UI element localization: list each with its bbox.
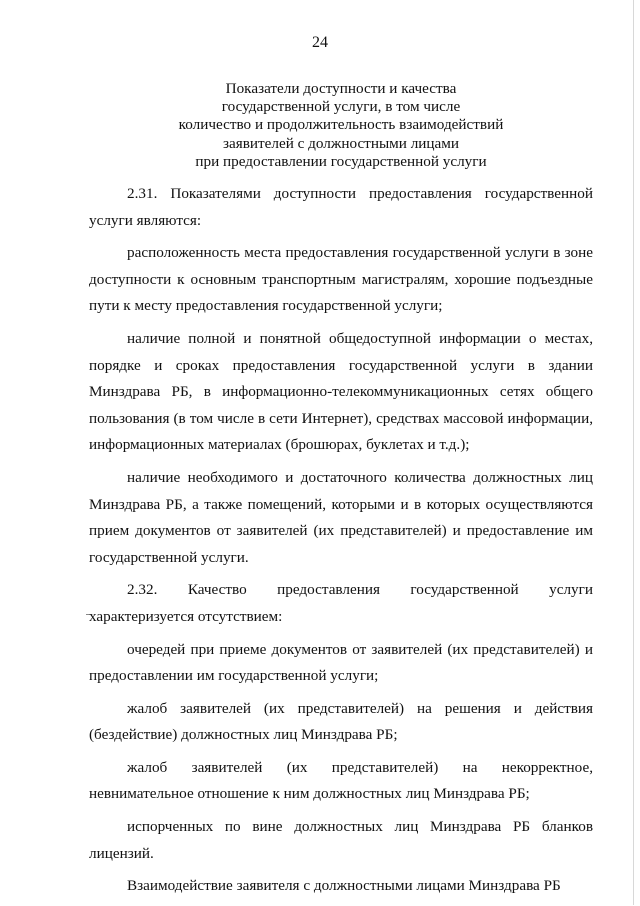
heading-line: количество и продолжительность взаимодействий bbox=[178, 116, 504, 134]
paragraph-complaints-attitude: жалоб заявителей (их представителей) на некорректное, невнимательное отношение к ним должностных лиц Минздрава РБ; bbox=[89, 758, 593, 803]
heading-line: заявителей с должностными лицами bbox=[222, 134, 460, 152]
paragraph-interaction: Взаимодействие заявителя с должностными лицами Минздрава РБ bbox=[127, 877, 561, 895]
section-heading bbox=[90, 80, 592, 171]
heading-line: государственной услуги, в том числе bbox=[221, 98, 461, 116]
heading-line: при предоставлении государственной услуги bbox=[195, 152, 487, 170]
paragraph-staff: наличие необходимого и достаточного количества должностных лиц Минздрава РБ, а также помещений, которыми и в которых осуществляются прием документов от заявителей (их представителей) и предоставление им государственной услуги. bbox=[89, 468, 593, 566]
heading-line: Показатели доступности и качества bbox=[225, 80, 457, 97]
paragraph-spoiled-forms: испорченных по вине должностных лиц Минздрава РБ бланков лицензий. bbox=[89, 818, 593, 862]
paragraph-queues: очередей при приеме документов от заявителей (их представителей) и предоставлении им государственной услуги; bbox=[89, 640, 593, 685]
paragraph-location: расположенность места предоставления государственной услуги в зоне доступности к основным транспортным магистралям, хорошие подъездные пути к месту предоставления государственной услуги; bbox=[89, 244, 593, 315]
paragraph-2-32: 2.32. Качество предоставления государственной услуги характеризуется отсутствием: bbox=[89, 581, 593, 625]
paragraph-2-31: 2.31. Показателями доступности предоставления государственной услуги являются: bbox=[89, 185, 593, 229]
scan-edge bbox=[633, 0, 634, 905]
paragraph-information: наличие полной и понятной общедоступной информации о местах, порядке и сроках предоставления государственной услуги в здании Минздрава РБ, в информационно-телекоммуникационных сетях общего пользования (в том числе в сети Интернет), средствах массовой информации, информационных материалах (брошюрах, буклетах и т.д.); bbox=[89, 329, 593, 454]
document-body bbox=[89, 181, 593, 906]
paragraph-complaints: жалоб заявителей (их представителей) на решения и действия (бездействие) должностных лиц Минздрава РБ; bbox=[89, 699, 593, 744]
page-number: 24 bbox=[312, 34, 328, 51]
